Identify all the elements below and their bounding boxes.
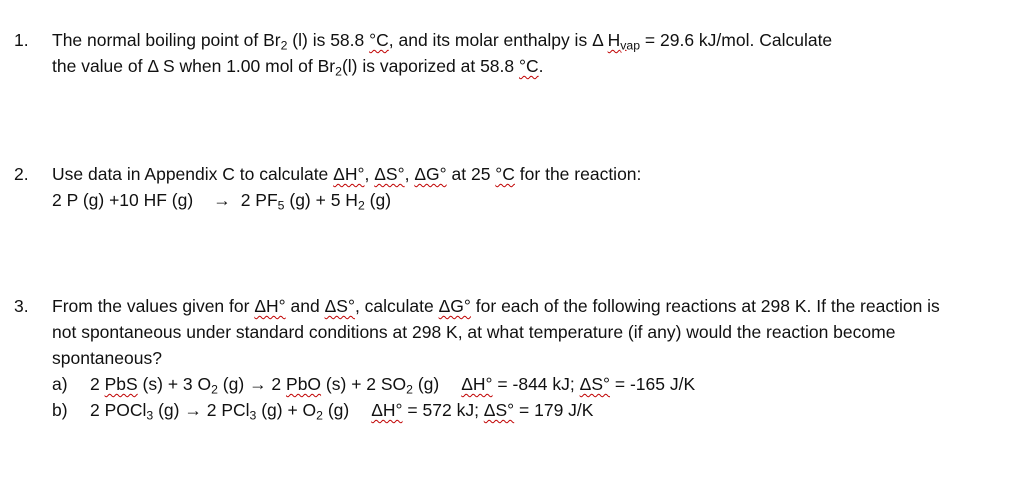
text: (g) — [322, 400, 350, 420]
compound: PbO — [286, 374, 322, 394]
subscript: 2 — [211, 382, 218, 397]
text: From the values given for — [52, 296, 255, 316]
delta-h-symbol: ΔH° — [371, 400, 403, 420]
text: 2 POCl — [90, 400, 147, 420]
delta-h-symbol: ΔH° — [254, 296, 286, 316]
text: , — [404, 164, 415, 184]
product-text: (g) — [364, 190, 392, 210]
product-text: 2 PF — [240, 190, 278, 210]
delta-s-symbol: ΔS° — [579, 374, 610, 394]
product-text: (g) + 5 H — [284, 190, 358, 210]
h-symbol: H — [607, 30, 621, 50]
text: and — [285, 296, 325, 316]
subscript: 2 — [335, 64, 342, 79]
question-line — [52, 27, 967, 53]
question-number: 3. — [14, 296, 29, 316]
text: (g) — [217, 374, 250, 394]
text: (g) — [153, 400, 185, 420]
delta-h-symbol: ΔH° — [461, 374, 493, 394]
temperature-unit: °C — [519, 56, 539, 76]
text: (l) is 58.8 — [287, 30, 370, 50]
delta-h-value: = 572 kJ; — [402, 400, 484, 420]
text: (s) + 2 SO — [321, 374, 407, 394]
vap-subscript: vap — [620, 38, 641, 53]
subscript: 2 — [316, 408, 323, 423]
subscript: 2 — [280, 38, 288, 53]
text: for each of the following reactions at 298 K. If the reaction is not spontaneous under standard conditions at 298 K, at what temperature (if any) would the reaction become spontaneous? — [52, 296, 940, 368]
delta-g-symbol: ΔG° — [438, 296, 471, 316]
text: . — [538, 56, 544, 76]
text: 2 PCl — [201, 400, 250, 420]
arrow-icon: → — [213, 190, 231, 210]
question-number: 2. — [14, 164, 29, 184]
question-number: 1. — [14, 30, 29, 50]
subscript: 3 — [146, 408, 154, 423]
question-line — [52, 53, 967, 79]
question-body — [52, 27, 967, 79]
subscript: 5 — [277, 198, 285, 213]
text: S when 1.00 mol of Br — [158, 56, 336, 76]
arrow-icon: → — [184, 400, 202, 420]
delta-s-value: = -165 J/K — [610, 374, 696, 394]
part-label: b) — [52, 400, 68, 420]
text: , calculate — [354, 296, 439, 316]
delta-s-value: = 179 J/K — [514, 400, 594, 420]
temperature-unit: °C — [495, 164, 515, 184]
text: (s) + 3 O — [137, 374, 212, 394]
text: 2 — [266, 374, 287, 394]
reaction-part-a — [52, 371, 967, 397]
subscript: 2 — [357, 198, 365, 213]
text: Use data in Appendix C to calculate — [52, 164, 334, 184]
delta-symbol: Δ — [147, 56, 159, 76]
delta-g-symbol: ΔG° — [414, 164, 447, 184]
delta-symbol: Δ — [592, 30, 608, 50]
question-body — [52, 161, 967, 213]
reaction-equation — [52, 187, 967, 213]
text: 2 — [90, 374, 105, 394]
text: for the reaction: — [514, 164, 642, 184]
text: = 29.6 kJ/mol. Calculate — [640, 30, 833, 50]
text: the value of — [52, 56, 148, 76]
arrow-icon: → — [249, 374, 267, 394]
text: (g) — [412, 374, 440, 394]
subscript: 2 — [406, 382, 413, 397]
reactants: 2 P (g) +10 HF (g) — [52, 190, 194, 210]
temperature-unit: °C — [369, 30, 389, 50]
text: (g) + O — [256, 400, 317, 420]
text: , — [364, 164, 375, 184]
delta-h-value: = -844 kJ; — [492, 374, 580, 394]
text: (l) is vaporized at 58.8 — [341, 56, 519, 76]
compound: PbS — [104, 374, 138, 394]
delta-h-symbol: ΔH° — [333, 164, 365, 184]
part-label: a) — [52, 374, 68, 394]
delta-s-symbol: ΔS° — [483, 400, 515, 420]
question-line — [52, 161, 967, 187]
question-body — [52, 293, 967, 423]
text: at 25 — [446, 164, 496, 184]
enthalpy-symbol — [607, 30, 641, 53]
question-paragraph — [52, 293, 967, 371]
delta-s-symbol: ΔS° — [374, 164, 405, 184]
subscript: 3 — [249, 408, 257, 423]
reaction-part-b — [52, 397, 967, 423]
text: The normal boiling point of Br — [52, 30, 281, 50]
delta-s-symbol: ΔS° — [324, 296, 355, 316]
text: , and its molar enthalpy is — [388, 30, 593, 50]
